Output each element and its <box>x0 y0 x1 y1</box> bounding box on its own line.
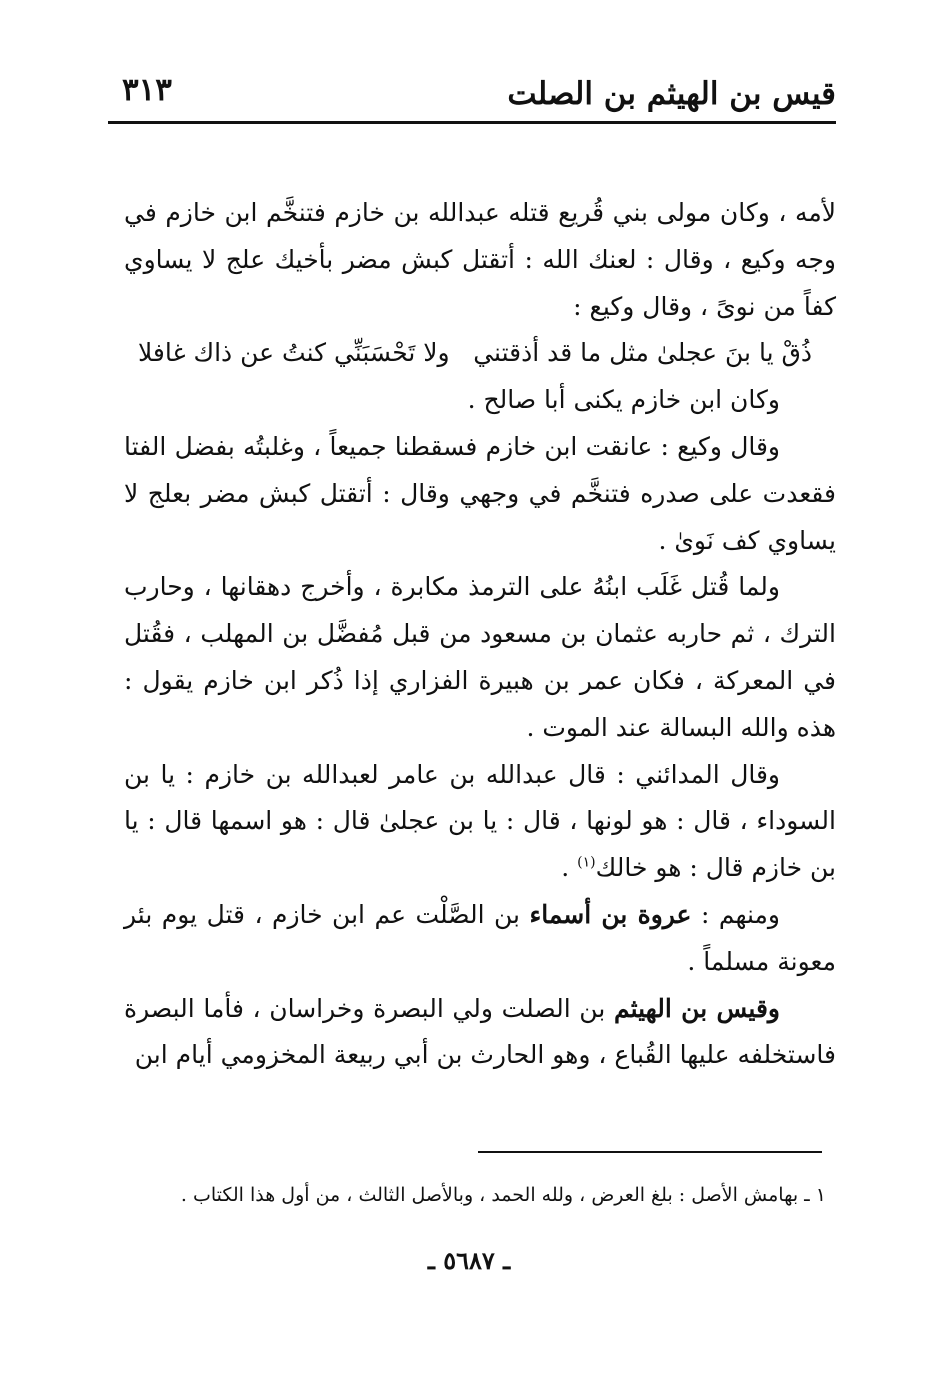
footnote-rule <box>478 1151 822 1153</box>
poem-verse <box>124 330 836 377</box>
verse-first-hemistich: ذُقْ يا بنَ عجلىٰ مثل ما قد أذقتني <box>473 338 812 368</box>
paragraph-6-intro: ومنهم : <box>691 899 780 929</box>
paragraph-5-text: وقال المدائني : قال عبدالله بن عامر لعبدالله بن خازم : يا بن السوداء ، قال : هو لونها ، قال : يا بن عجلىٰ قال : هو اسمها قال : يا بن خازم قال : هو خالك <box>124 759 836 883</box>
running-title: قيس بن الهيثم بن الصلت <box>507 76 836 112</box>
page-header <box>108 70 836 120</box>
person-name: عروة بن أسماء <box>529 899 692 929</box>
page-number: ٣١٣ <box>122 72 172 108</box>
paragraph-6 <box>124 892 836 986</box>
volume-page-number: ـ ٥٦٨٧ ـ <box>427 1246 511 1275</box>
paragraph-5 <box>124 752 836 892</box>
footnote-reference: (١) <box>577 854 596 871</box>
paragraph-6-text: بن الصَّلْت عم ابن خازم ، قتل يوم بئر معونة مسلماً . <box>124 899 836 976</box>
verse-second-hemistich: ولا تَحْسَبَنِّي كنتُ عن ذاك غافلا <box>138 338 450 368</box>
body-text <box>124 190 836 1079</box>
paragraph-7-text: بن الصلت ولي البصرة وخراسان ، فأما البصرة فاستخلفه عليها القُباع ، وهو الحارث بن أبي ربيعة المخزومي أيام ابن <box>124 993 836 1070</box>
paragraph-2: وكان ابن خازم يكنى أبا صالح . <box>467 385 780 415</box>
paragraph-3: وقال وكيع : عانقت ابن خازم فسقطنا جميعاً ، وغلبتُه بفضل الفتا فقعدت على صدره فتنخَّم في وجهي وقال : أتقتل كبش مضر بعلج لا يساوي كف نَوىٰ . <box>124 431 836 555</box>
paragraph-1: لأمه ، وكان مولى بني قُريع قتله عبدالله بن خازم فتنخَّم ابن خازم في وجه وكيع ، وقال : لعنك الله : أتقتل كبش مضر بأخيك علج لا يساوي كفاً من نوىً ، وقال وكيع : <box>124 198 836 321</box>
paragraph-4: ولما قُتل غَلَب ابنُهُ على الترمذ مكابرة ، وأخرج دهقانها ، وحارب الترك ، ثم حاربه عثمان بن مسعود من قبل مُفضَّل بن المهلب ، فقُتل في المعركة ، فكان عمر بن هبيرة الفزاري إذا ذُكر ابن خازم يقول : هذه والله البسالة عند الموت . <box>124 572 836 742</box>
header-rule <box>108 121 836 124</box>
person-name: وقيس بن الهيثم <box>613 993 780 1023</box>
paragraph-7 <box>124 986 836 1080</box>
paragraph-5-end: . <box>561 853 578 883</box>
footnote: ١ ـ بهامش الأصل : بلغ العرض ، ولله الحمد ، وبالأصل الثالث ، من أول هذا الكتاب . <box>180 1184 826 1206</box>
